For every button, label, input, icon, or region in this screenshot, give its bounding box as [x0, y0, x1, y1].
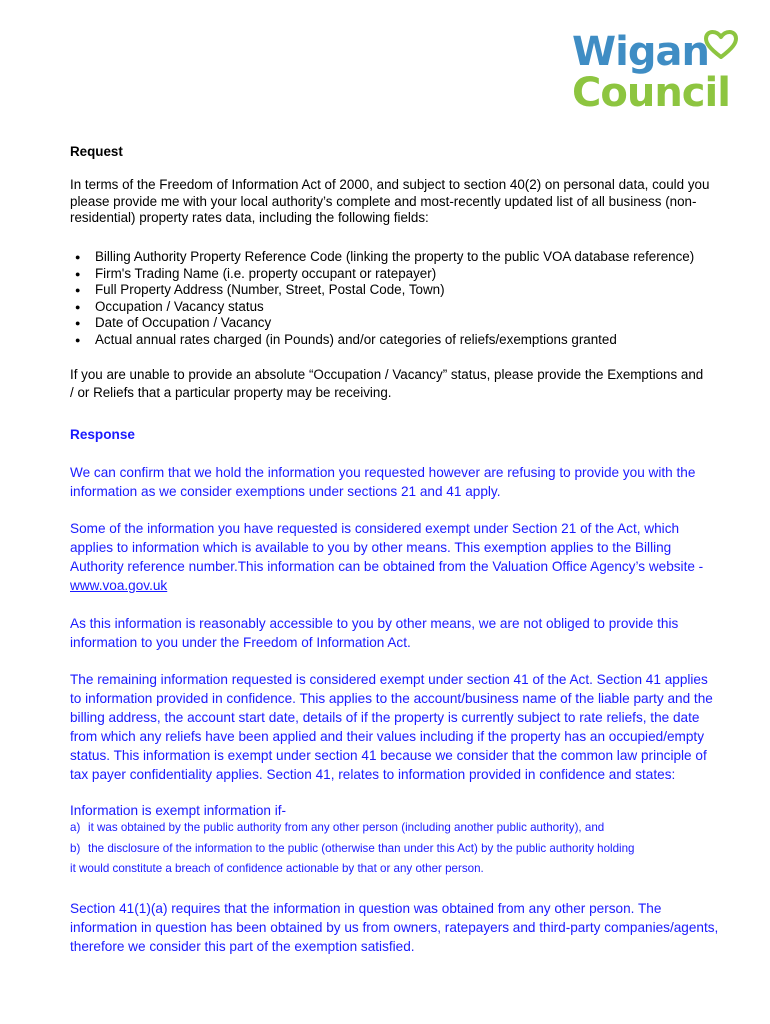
- response-paragraph-3: As this information is reasonably accessible to you by other means, we are not obliged to provide this information to you under the Freedom of Information Act.: [70, 616, 679, 650]
- request-fields-list: [70, 249, 694, 348]
- heart-icon: [704, 30, 738, 60]
- item-b-text-line-1: the disclosure of the information to the public (otherwise than under this Act) by the public authority holding: [88, 842, 635, 855]
- request-heading: Request: [70, 144, 123, 159]
- response-paragraph-4: The remaining information requested is considered exempt under section 41 of the Act. Section 41 applies to information provided in confidence. This applies to the account/business name of the liable party and the billing address, the account start date, details of if the property is currently subject to rate reliefs, the date from which any reliefs have been applied and their values including if the property has an occupied/empty status. This information is exempt under section 41 because we consider that the common law principle of tax payer confidentiality applies. Section 41, relates to information provided in confidence and states:: [70, 672, 713, 782]
- list-item: ● Full Property Address (Number, Street, Postal Code, Town): [70, 282, 694, 299]
- item-b-label: b): [70, 842, 81, 855]
- list-item: ● Actual annual rates charged (in Pounds) and/or categories of reliefs/exemptions granted: [70, 332, 694, 349]
- wigan-council-logo: [572, 30, 742, 118]
- response-paragraph-2-text: Some of the information you have requested is considered exempt under Section 21 of the Act, which applies to information which is available to you by other means. This exemption applies to the Billing Authority reference number.This information can be obtained from the Valuation Office Agency’s website -: [70, 521, 704, 574]
- response-heading: Response: [70, 427, 135, 442]
- logo-wigan-text: Wigan: [572, 29, 709, 75]
- voa-website-link[interactable]: www.voa.gov.uk: [70, 578, 168, 593]
- item-a-label: a): [70, 821, 81, 834]
- logo-council-text: Council: [572, 70, 730, 116]
- response-paragraph-2: [70, 519, 720, 595]
- list-item: ● Firm's Trading Name (i.e. property occupant or ratepayer): [70, 266, 694, 283]
- list-item: ● Billing Authority Property Reference Code (linking the property to the public VOA database reference): [70, 249, 694, 266]
- list-item: ● Date of Occupation / Vacancy: [70, 315, 694, 332]
- request-paragraph-1: In terms of the Freedom of Information Act of 2000, and subject to section 40(2) on personal data, could you please provide me with your local authority’s complete and most-recently updated list of all business (non-residential) property rates data, including the following fields:: [70, 177, 710, 225]
- exemption-item-a: [70, 818, 720, 838]
- list-item: ● Occupation / Vacancy status: [70, 299, 694, 316]
- item-b-text-line-2: it would constitute a breach of confidence actionable by that or any other person.: [70, 862, 484, 875]
- item-a-text: it was obtained by the public authority from any other person (including another public authority), and: [88, 821, 605, 834]
- response-paragraph-5: Information is exempt information if-: [70, 803, 287, 818]
- response-paragraph-1: We can confirm that we hold the information you requested however are refusing to provide you with the information as we consider exemptions under sections 21 and 41 apply.: [70, 465, 696, 499]
- request-paragraph-2: If you are unable to provide an absolute “Occupation / Vacancy” status, please provide the Exemptions and / or Reliefs that a particular property may be receiving.: [70, 367, 704, 400]
- exemption-item-b: [70, 839, 720, 859]
- response-paragraph-6: Section 41(1)(a) requires that the information in question was obtained from any other person. The information in question has been obtained by us from owners, ratepayers and third-party companies/agents, therefore we consider this part of the exemption satisfied.: [70, 901, 719, 954]
